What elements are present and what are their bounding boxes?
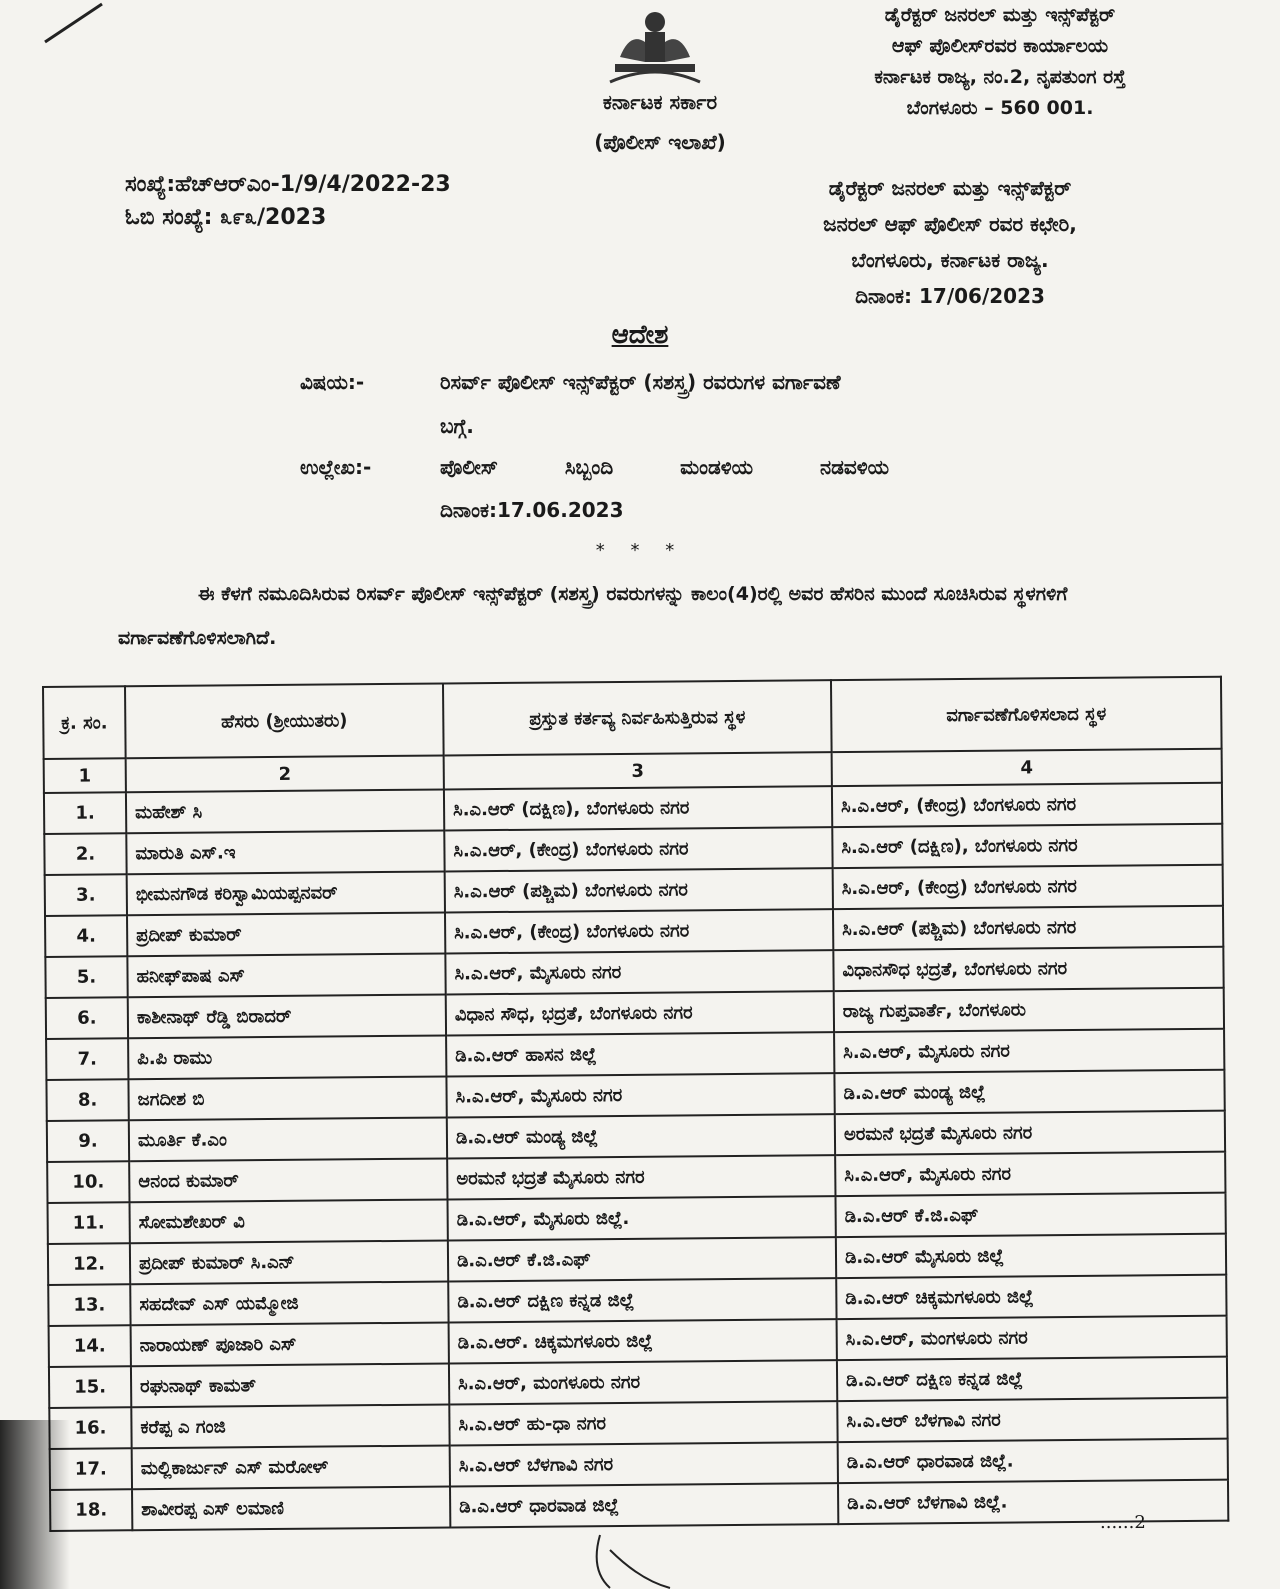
row-current-posting: ಸಿ.ಎ.ಆರ್ (ಪಶ್ಚಿಮ) ಬೆಂಗಳೂರು ನಗರ bbox=[445, 868, 833, 912]
row-name: ಮಹೇಶ್ ಸಿ bbox=[126, 789, 444, 833]
row-transferred-to: ಡಿ.ಎ.ಆರ್ ದಕ್ಷಿಣ ಕನ್ನಡ ಜಿಲ್ಲೆ bbox=[837, 1357, 1227, 1401]
header-transferred-to: ವರ್ಗಾವಣೆಗೊಳಿಸಲಾದ ಸ್ಥಳ bbox=[831, 677, 1222, 752]
row-name: ಜಗದೀಶ ಬಿ bbox=[128, 1076, 446, 1120]
office-address-line: ಕರ್ನಾಟಕ ರಾಜ್ಯ, ನಂ.2, ನೃಪತುಂಗ ರಸ್ತೆ bbox=[874, 66, 1126, 88]
row-current-posting: ವಿಧಾನ ಸೌಧ, ಭದ್ರತೆ, ಬೆಂಗಳೂರು ನಗರ bbox=[446, 991, 834, 1035]
office-address-line: ಬೆಂಗಳೂರು – 560 001. bbox=[906, 97, 1094, 119]
issuing-office-line: ಡೈರೆಕ್ಟರ್ ಜನರಲ್ ಮತ್ತು ಇನ್ಸ್‌ಪೆಕ್ಟರ್ bbox=[828, 176, 1072, 200]
row-transferred-to: ಸಿ.ಎ.ಆರ್ (ಪಶ್ಚಿಮ) ಬೆಂಗಳೂರು ನಗರ bbox=[833, 906, 1223, 950]
row-sl-no: 17. bbox=[50, 1448, 132, 1490]
row-current-posting: ಸಿ.ಎ.ಆರ್, ಮೈಸೂರು ನಗರ bbox=[445, 950, 833, 994]
header-sl-no: ಕ್ರ. ಸಂ. bbox=[43, 686, 126, 759]
row-name: ಸಹದೇವ್ ಎಸ್ ಯಮ್ಮೋಜಿ bbox=[130, 1281, 448, 1325]
row-name: ಶಾವೀರಪ್ಪ ಎಸ್ ಲಮಾಣಿ bbox=[132, 1486, 450, 1530]
reference-number: ಸಂಖ್ಯೆ:ಹೆಚ್‌ಆರ್‌ಎಂ-1/9/4/2022-23 bbox=[125, 172, 451, 197]
row-current-posting: ಡಿ.ಎ.ಆರ್ ಕೆ.ಜಿ.ಎಫ್ bbox=[448, 1237, 836, 1281]
row-sl-no: 10. bbox=[47, 1161, 129, 1203]
row-name: ಆನಂದ ಕುಮಾರ್ bbox=[129, 1158, 447, 1202]
row-name: ಪ್ರದೀಪ್ ಕುಮಾರ್ ಸಿ.ಎನ್ bbox=[130, 1240, 448, 1284]
row-name: ರಘುನಾಥ್ ಕಾಮತ್ bbox=[131, 1363, 449, 1407]
row-sl-no: 12. bbox=[48, 1243, 130, 1285]
issuing-office-line: ಜನರಲ್ ಆಫ್ ಪೊಲೀಸ್ ರವರ ಕಛೇರಿ, bbox=[823, 212, 1077, 236]
row-sl-no: 18. bbox=[50, 1489, 132, 1531]
row-name: ಪಿ.ಪಿ ರಾಮು bbox=[128, 1035, 446, 1079]
row-sl-no: 5. bbox=[45, 956, 127, 998]
order-date: ದಿನಾಂಕ: 17/06/2023 bbox=[855, 284, 1045, 308]
row-transferred-to: ಡಿ.ಎ.ಆರ್ ಕೆ.ಜಿ.ಎಫ್ bbox=[835, 1193, 1225, 1237]
issuing-office bbox=[740, 170, 1160, 314]
column-number: 2 bbox=[126, 755, 444, 792]
row-sl-no: 8. bbox=[46, 1079, 128, 1121]
scan-shadow bbox=[0, 1420, 70, 1589]
row-transferred-to: ಸಿ.ಎ.ಆರ್, ಮೈಸೂರು ನಗರ bbox=[835, 1152, 1225, 1196]
row-current-posting: ಸಿ.ಎ.ಆರ್ ಹು-ಧಾ ನಗರ bbox=[449, 1401, 837, 1445]
row-current-posting: ಡಿ.ಎ.ಆರ್ ಮಂಡ್ಯ ಜಿಲ್ಲೆ bbox=[447, 1114, 835, 1158]
table-header-row bbox=[43, 677, 1222, 759]
row-name: ಸೋಮಶೇಖರ್ ವಿ bbox=[130, 1199, 448, 1243]
row-name: ಮಾರುತಿ ಎಸ್.ಇ bbox=[126, 830, 444, 874]
subject-label: ವಿಷಯ:- bbox=[300, 370, 365, 394]
office-address-line: ಆಫ್ ಪೊಲೀಸ್‌ರವರ ಕಾರ್ಯಾಲಯ bbox=[891, 35, 1109, 57]
row-transferred-to: ವಿಧಾನಸೌಧ ಭದ್ರತೆ, ಬೆಂಗಳೂರು ನಗರ bbox=[833, 947, 1223, 991]
row-transferred-to: ಸಿ.ಎ.ಆರ್, (ಕೇಂದ್ರ) ಬೆಂಗಳೂರು ನಗರ bbox=[833, 865, 1223, 909]
row-transferred-to: ಡಿ.ಎ.ಆರ್ ಮೈಸೂರು ಜಿಲ್ಲೆ bbox=[836, 1234, 1226, 1278]
row-name: ಕಾಶೀನಾಥ್ ರೆಡ್ಡಿ ಬಿರಾದರ್ bbox=[128, 994, 446, 1038]
row-transferred-to: ಡಿ.ಎ.ಆರ್ ಚಿಕ್ಕಮಗಳೂರು ಜಿಲ್ಲೆ bbox=[836, 1275, 1226, 1319]
row-transferred-to: ಸಿ.ಎ.ಆರ್, (ಕೇಂದ್ರ) ಬೆಂಗಳೂರು ನಗರ bbox=[832, 783, 1222, 827]
reference-label: ಉಲ್ಲೇಖ:- bbox=[300, 455, 372, 479]
row-sl-no: 15. bbox=[49, 1366, 131, 1408]
office-address-block bbox=[780, 0, 1220, 124]
row-sl-no: 14. bbox=[49, 1325, 131, 1367]
row-sl-no: 1. bbox=[44, 792, 126, 834]
department-name: (ಪೊಲೀಸ್ ಇಲಾಖೆ) bbox=[594, 130, 726, 154]
reference-line-1: ಪೊಲೀಸ್ ಸಿಬ್ಬಂದಿ ಮಂಡಳಿಯ ನಡವಳಿಯ bbox=[440, 455, 890, 479]
row-name: ಪ್ರದೀಪ್ ಕುಮಾರ್ bbox=[127, 912, 445, 956]
row-name: ಹನೀಫ್‌ಪಾಷ ಎಸ್ bbox=[127, 953, 445, 997]
row-name: ಮಲ್ಲಿಕಾರ್ಜುನ್ ಎಸ್ ಮರೋಳ್ bbox=[132, 1445, 450, 1489]
row-transferred-to: ಸಿ.ಎ.ಆರ್ (ದಕ್ಷಿಣ), ಬೆಂಗಳೂರು ನಗರ bbox=[832, 824, 1222, 868]
pen-stroke-mark bbox=[40, 0, 110, 50]
section-separator: * * * bbox=[595, 540, 685, 561]
row-name: ಮೂರ್ತಿ ಕೆ.ಎಂ bbox=[129, 1117, 447, 1161]
row-sl-no: 4. bbox=[45, 915, 127, 957]
row-transferred-to: ಡಿ.ಎ.ಆರ್ ಬೆಳಗಾವಿ ಜಿಲ್ಲೆ. bbox=[838, 1480, 1228, 1524]
row-sl-no: 16. bbox=[49, 1407, 131, 1449]
issuing-office-line: ಬೆಂಗಳೂರು, ಕರ್ನಾಟಕ ರಾಜ್ಯ. bbox=[851, 248, 1049, 272]
row-current-posting: ಡಿ.ಎ.ಆರ್ ದಕ್ಷಿಣ ಕನ್ನಡ ಜಿಲ್ಲೆ bbox=[448, 1278, 836, 1322]
row-transferred-to: ಸಿ.ಎ.ಆರ್ ಬೆಳಗಾವಿ ನಗರ bbox=[837, 1398, 1227, 1442]
column-number: 4 bbox=[832, 749, 1222, 786]
office-address-line: ಡೈರೆಕ್ಟರ್ ಜನರಲ್ ಮತ್ತು ಇನ್ಸ್‌ಪೆಕ್ಟರ್ bbox=[884, 4, 1116, 26]
state-emblem-icon bbox=[600, 2, 710, 90]
ob-number: ಓಬಿ ಸಂಖ್ಯೆ: ೩೯೩/2023 bbox=[125, 205, 327, 230]
subject-line-2: ಬಗ್ಗೆ. bbox=[440, 414, 474, 438]
order-title: ಆದೇಶ bbox=[611, 320, 669, 350]
row-current-posting: ಸಿ.ಎ.ಆರ್, (ಕೇಂದ್ರ) ಬೆಂಗಳೂರು ನಗರ bbox=[445, 909, 833, 953]
row-name: ಕರೆಪ್ಪ ಎ ಗಂಜಿ bbox=[131, 1404, 449, 1448]
row-current-posting: ಡಿ.ಎ.ಆರ್, ಮೈಸೂರು ಜಿಲ್ಲೆ. bbox=[447, 1196, 835, 1240]
transfer-table bbox=[42, 676, 1229, 1532]
column-number: 3 bbox=[444, 752, 832, 789]
row-current-posting: ಡಿ.ಎ.ಆರ್ ಹಾಸನ ಜಿಲ್ಲೆ bbox=[446, 1032, 834, 1076]
row-transferred-to: ಡಿ.ಎ.ಆರ್ ಧಾರವಾಡ ಜಿಲ್ಲೆ. bbox=[838, 1439, 1228, 1483]
row-transferred-to: ಅರಮನೆ ಭದ್ರತೆ ಮೈಸೂರು ನಗರ bbox=[835, 1111, 1225, 1155]
row-current-posting: ಅರಮನೆ ಭದ್ರತೆ ಮೈಸೂರು ನಗರ bbox=[447, 1155, 835, 1199]
row-sl-no: 9. bbox=[47, 1120, 129, 1162]
reference-line-2: ದಿನಾಂಕ:17.06.2023 bbox=[440, 498, 624, 522]
row-transferred-to: ಸಿ.ಎ.ಆರ್, ಮಂಗಳೂರು ನಗರ bbox=[837, 1316, 1227, 1360]
row-name: ನಾರಾಯಣ್ ಪೂಜಾರಿ ಎಸ್ bbox=[131, 1322, 449, 1366]
row-transferred-to: ಡಿ.ಎ.ಆರ್ ಮಂಡ್ಯ ಜಿಲ್ಲೆ bbox=[834, 1070, 1224, 1114]
page-number: ......2 bbox=[1100, 1512, 1146, 1533]
row-name: ಭೀಮನಗೌಡ ಕರಿಸ್ವಾಮಿಯಪ್ಪನವರ್ bbox=[127, 871, 445, 915]
row-current-posting: ಸಿ.ಎ.ಆರ್, (ಕೇಂದ್ರ) ಬೆಂಗಳೂರು ನಗರ bbox=[444, 827, 832, 871]
row-transferred-to: ಸಿ.ಎ.ಆರ್, ಮೈಸೂರು ನಗರ bbox=[834, 1029, 1224, 1073]
row-current-posting: ಸಿ.ಎ.ಆರ್ (ದಕ್ಷಿಣ), ಬೆಂಗಳೂರು ನಗರ bbox=[444, 786, 832, 830]
order-body-text: ಈ ಕೆಳಗೆ ನಮೂದಿಸಿರುವ ರಿಸರ್ವ್ ಪೊಲೀಸ್ ಇನ್ಸ್‌ಪೆಕ್ಟರ್ (ಸಶಸ್ತ್ರ) ರವರುಗಳನ್ನು ಕಾಲಂ(4)ರಲ್ಲಿ ಅವರ ಹೆಸರಿನ ಮುಂದೆ ಸೂಚಿಸಿರುವ ಸ್ಥಳಗಳಿಗೆ ವರ್ಗಾವಣೆಗೊಳಿಸಲಾಗಿದೆ. bbox=[118, 583, 1068, 649]
row-sl-no: 3. bbox=[45, 874, 127, 916]
row-current-posting: ಸಿ.ಎ.ಆರ್ ಬೆಳಗಾವಿ ನಗರ bbox=[450, 1442, 838, 1486]
row-transferred-to: ರಾಜ್ಯ ಗುಪ್ತವಾರ್ತೆ, ಬೆಂಗಳೂರು bbox=[834, 988, 1224, 1032]
row-current-posting: ಸಿ.ಎ.ಆರ್, ಮೈಸೂರು ನಗರ bbox=[446, 1073, 834, 1117]
row-current-posting: ಡಿ.ಎ.ಆರ್. ಚಿಕ್ಕಮಗಳೂರು ಜಿಲ್ಲೆ bbox=[449, 1319, 837, 1363]
signature-mark bbox=[580, 1530, 740, 1589]
row-sl-no: 11. bbox=[48, 1202, 130, 1244]
row-sl-no: 7. bbox=[46, 1038, 128, 1080]
row-current-posting: ಸಿ.ಎ.ಆರ್, ಮಂಗಳೂರು ನಗರ bbox=[449, 1360, 837, 1404]
header-name: ಹೆಸರು (ಶ್ರೀಯುತರು) bbox=[125, 684, 444, 759]
subject-line-1: ರಿಸರ್ವ್ ಪೊಲೀಸ್ ಇನ್ಸ್‌ಪೆಕ್ಟರ್ (ಸಶಸ್ತ್ರ) ರವರುಗಳ ವರ್ಗಾವಣೆ bbox=[440, 370, 841, 394]
row-sl-no: 6. bbox=[46, 997, 128, 1039]
government-name: ಕರ್ನಾಟಕ ಸರ್ಕಾರ bbox=[602, 90, 718, 114]
column-number: 1 bbox=[44, 758, 126, 793]
row-sl-no: 2. bbox=[44, 833, 126, 875]
row-sl-no: 13. bbox=[48, 1284, 130, 1326]
header-current-posting: ಪ್ರಸ್ತುತ ಕರ್ತವ್ಯ ನಿರ್ವಹಿಸುತ್ತಿರುವ ಸ್ಥಳ bbox=[443, 680, 832, 755]
row-current-posting: ಡಿ.ಎ.ಆರ್ ಧಾರವಾಡ ಜಿಲ್ಲೆ bbox=[450, 1483, 838, 1527]
